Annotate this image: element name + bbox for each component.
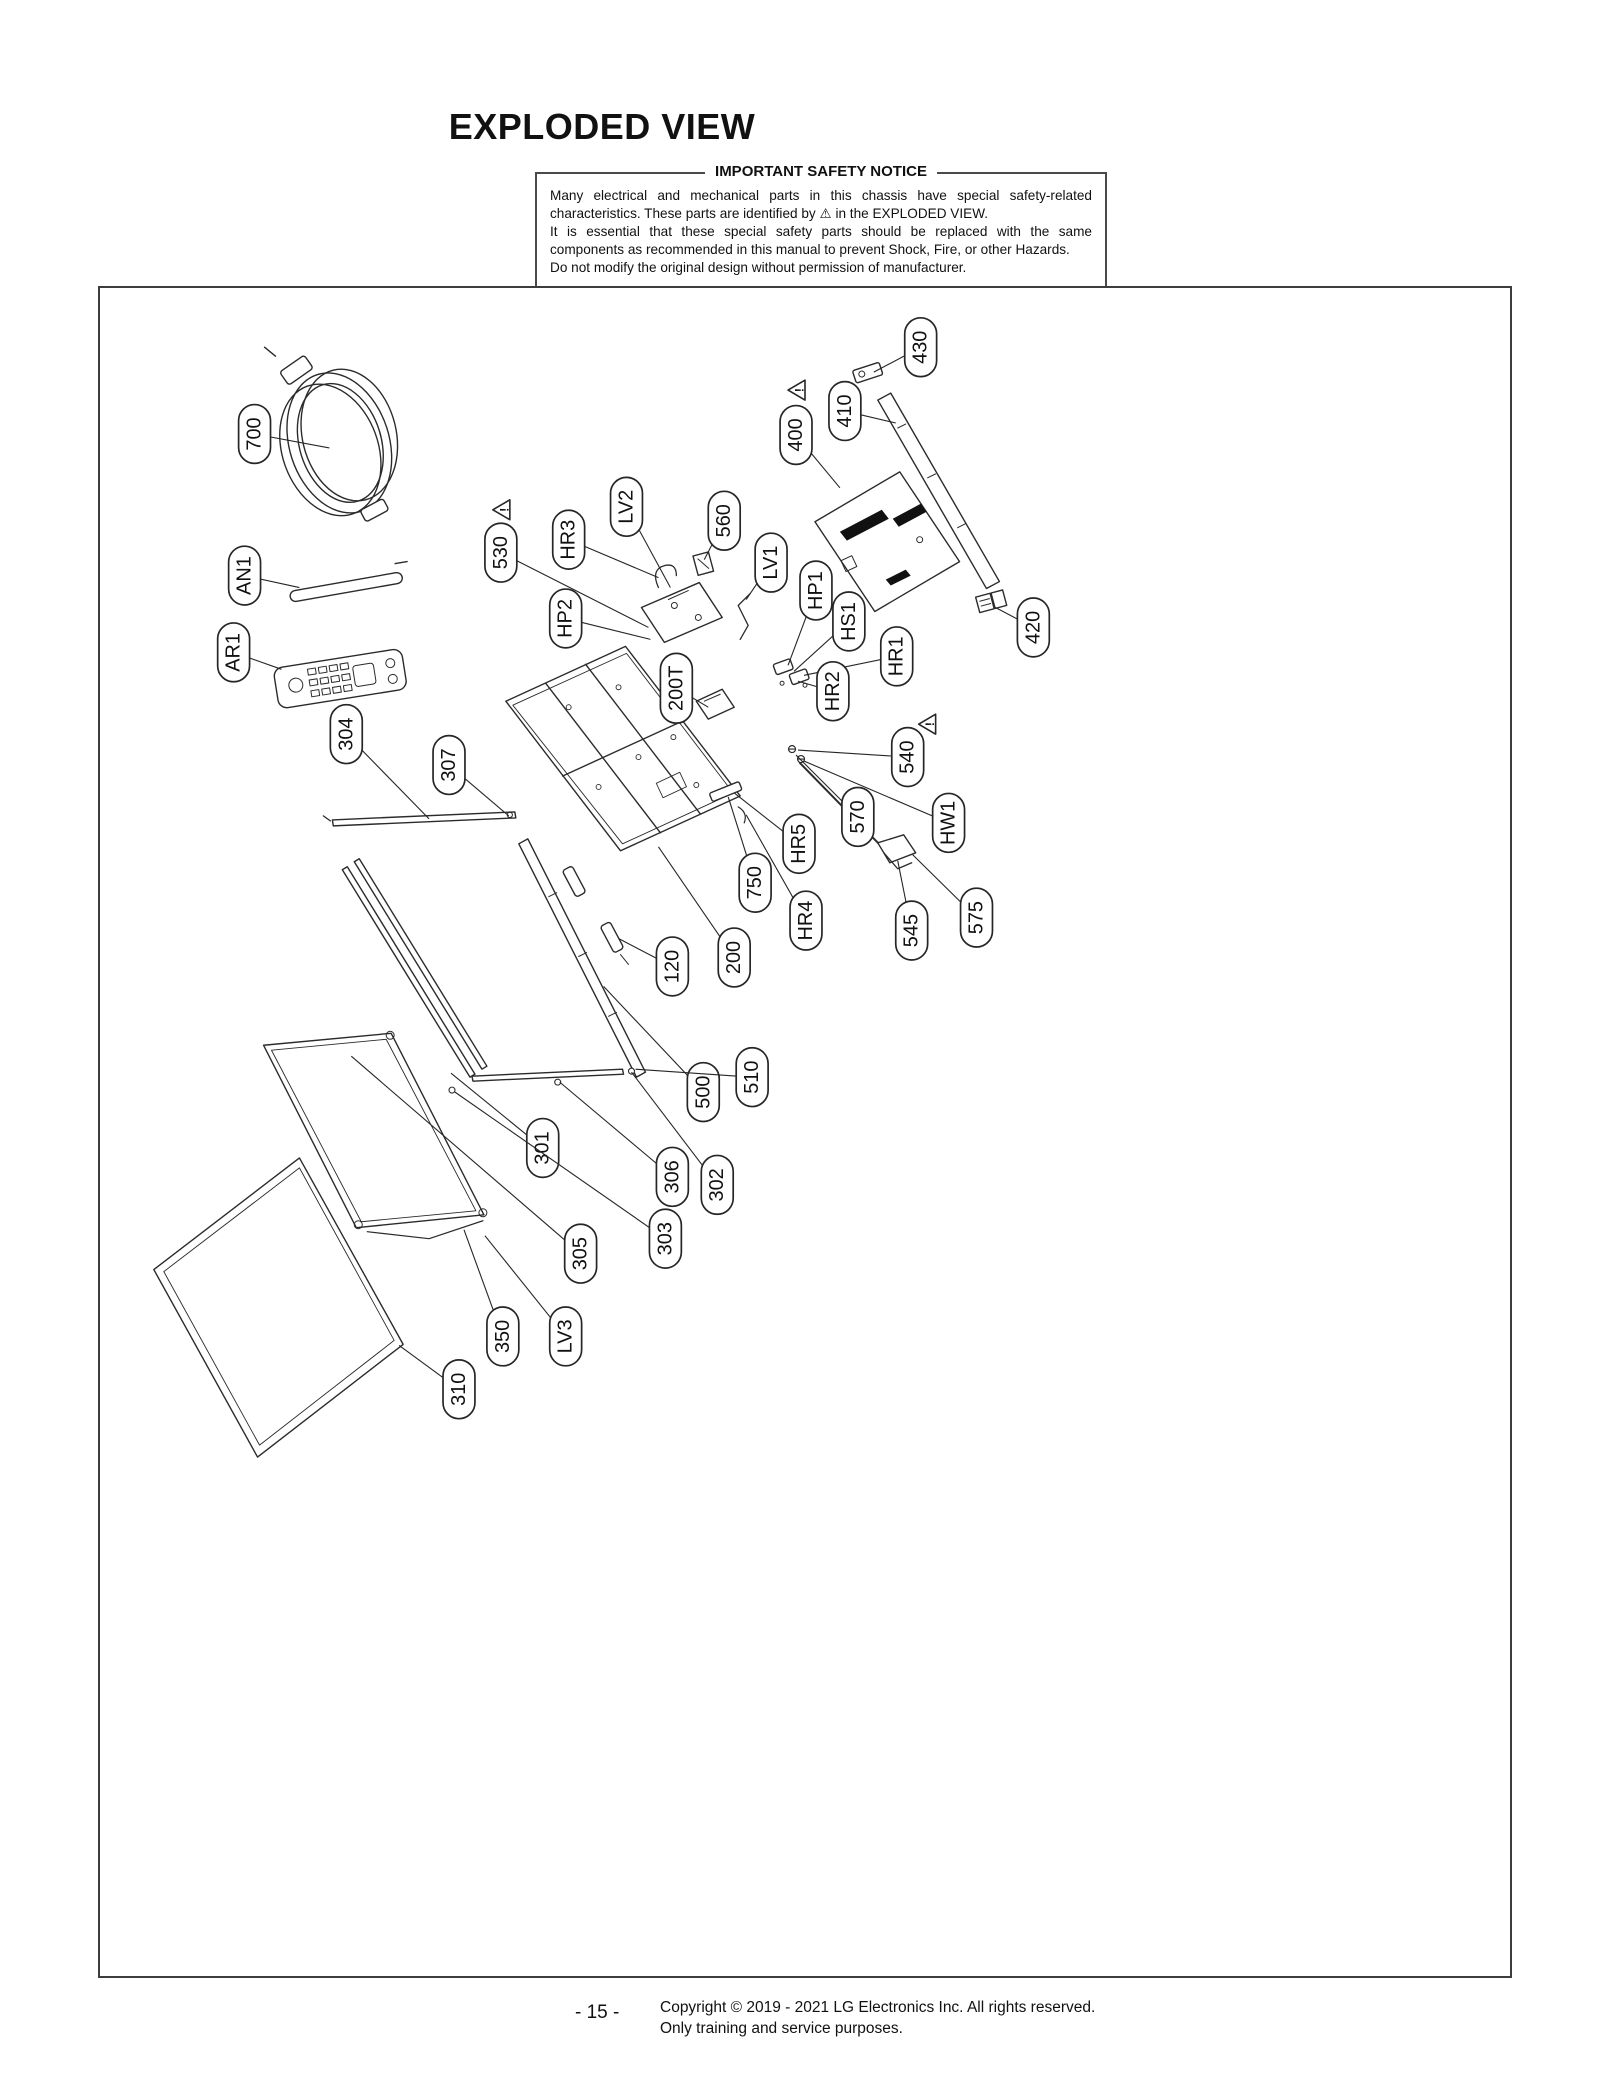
part-top-bar <box>323 812 515 826</box>
callout-label: AN1 <box>233 556 256 595</box>
callout-label: HP2 <box>554 599 577 638</box>
leader-line <box>560 1082 673 1177</box>
callout-label: 530 <box>489 536 512 570</box>
callout-label: 410 <box>833 394 856 428</box>
svg-text:!: ! <box>497 507 512 512</box>
callout-310 <box>399 1345 475 1418</box>
callout-750 <box>728 797 771 912</box>
callout-label: 120 <box>661 949 684 984</box>
callout-label: HR2 <box>821 671 844 712</box>
callout-label: 301 <box>531 1131 554 1165</box>
callout-label: 560 <box>713 504 736 538</box>
warning-triangle-icon <box>919 714 937 734</box>
part-screws <box>789 746 805 763</box>
part-power-cord <box>262 347 411 530</box>
callout-560 <box>704 491 740 559</box>
callout-label: 420 <box>1022 610 1045 645</box>
callout-label: 304 <box>335 717 358 751</box>
part-middle-frame-panel <box>264 1031 487 1228</box>
part-antenna <box>289 562 407 603</box>
svg-text:!: ! <box>923 722 938 727</box>
callout-305 <box>351 1056 596 1283</box>
callout-306 <box>560 1082 689 1206</box>
callout-label: HR1 <box>885 636 908 677</box>
callout-label: LV2 <box>615 489 638 524</box>
part-io-bracket <box>976 590 1007 613</box>
safety-notice-paragraph: Do not modify the original design without permission of manufacturer. <box>550 259 967 275</box>
part-left-frames <box>342 859 487 1077</box>
callout-120 <box>619 937 689 996</box>
part-remote-control <box>273 648 407 709</box>
callout-label: 540 <box>896 740 919 774</box>
part-back-frame <box>506 646 740 850</box>
safety-notice-box <box>535 163 1107 288</box>
page-number: - 15 - <box>575 2002 620 2023</box>
callout-AN1 <box>229 546 300 605</box>
callout-label: HS1 <box>837 602 860 641</box>
callout-label: LV1 <box>760 545 783 580</box>
callout-HP2 <box>550 589 651 648</box>
callout-label: 302 <box>706 1168 729 1202</box>
callout-LV2 <box>611 477 671 587</box>
callout-label: LV3 <box>554 1319 577 1354</box>
callout-label: 350 <box>491 1319 514 1354</box>
part-side-frame <box>519 839 646 1077</box>
callout-label: 400 <box>785 418 808 452</box>
warning-triangle-icon <box>788 380 806 400</box>
callout-430 <box>874 318 937 377</box>
exploded-view-drawing <box>100 288 1510 1976</box>
callout-label: 570 <box>846 800 869 834</box>
callout-label: HR4 <box>794 900 817 941</box>
callout-AR1 <box>218 623 282 682</box>
safety-notice-title: IMPORTANT SAFETY NOTICE <box>705 163 937 180</box>
callout-label: 700 <box>243 417 266 451</box>
callout-540 <box>798 714 937 786</box>
svg-text:!: ! <box>792 388 807 393</box>
callout-HP1 <box>788 561 832 665</box>
callout-label: 306 <box>661 1160 684 1194</box>
leader-line <box>804 761 949 823</box>
callout-label: 750 <box>744 866 767 900</box>
callout-label: HR5 <box>788 823 811 864</box>
callout-700 <box>239 405 330 464</box>
callout-500 <box>604 986 720 1121</box>
callout-label: HR3 <box>557 519 580 560</box>
part-tcon-board <box>696 689 734 719</box>
callout-label: 307 <box>438 748 461 782</box>
callout-label: 575 <box>965 900 988 935</box>
callout-545 <box>896 861 928 960</box>
part-lv3-cable <box>367 1221 483 1239</box>
callout-HW1 <box>804 761 965 852</box>
exploded-view-diagram <box>98 286 1512 1978</box>
part-power-switch <box>693 552 714 575</box>
callout-label: 200 <box>723 940 746 975</box>
part-front-panel <box>154 1158 403 1457</box>
callout-label: HP1 <box>804 571 827 610</box>
callout-304 <box>330 705 429 819</box>
callout-label: HW1 <box>937 800 960 846</box>
part-bottom-bar <box>449 1068 634 1093</box>
callout-layer <box>218 318 1050 1419</box>
callout-label: 430 <box>909 330 932 364</box>
callout-label: 500 <box>692 1075 715 1109</box>
callout-label: 510 <box>741 1060 764 1094</box>
callout-301 <box>451 1073 559 1177</box>
callout-307 <box>433 736 509 816</box>
part-lv1-cable <box>738 594 750 640</box>
copyright-line: Copyright © 2019 - 2021 LG Electronics Inc. All rights reserved. <box>660 1999 1096 2016</box>
callout-label: 310 <box>447 1372 470 1406</box>
part-cable-holder <box>852 362 883 383</box>
copyright-line: Only training and service purposes. <box>660 2019 903 2037</box>
copyright-text <box>660 1998 1095 2040</box>
leader-line <box>455 1092 665 1239</box>
callout-LV1 <box>746 533 787 599</box>
callout-label: 200T <box>665 665 688 711</box>
safety-notice-paragraph: It is essential that these special safety parts should be replaced with the same components as recommended in this manual to prevent Shock, Fire, or other Hazards. <box>550 223 1092 257</box>
callout-350 <box>464 1230 519 1366</box>
callout-label: 305 <box>569 1237 592 1271</box>
callout-200T <box>660 653 708 723</box>
callout-label: 303 <box>654 1222 677 1256</box>
page-title: EXPLODED VIEW <box>448 106 756 147</box>
warning-triangle-icon <box>493 500 511 520</box>
part-sub-board <box>641 565 722 642</box>
callout-label: 545 <box>900 913 923 948</box>
callout-label: AR1 <box>222 632 245 672</box>
safety-notice-paragraph: Many electrical and mechanical parts in this chassis have special safety-related characteristics. These parts are identified by ⚠ in the EXPLODED VIEW. <box>550 188 1092 221</box>
